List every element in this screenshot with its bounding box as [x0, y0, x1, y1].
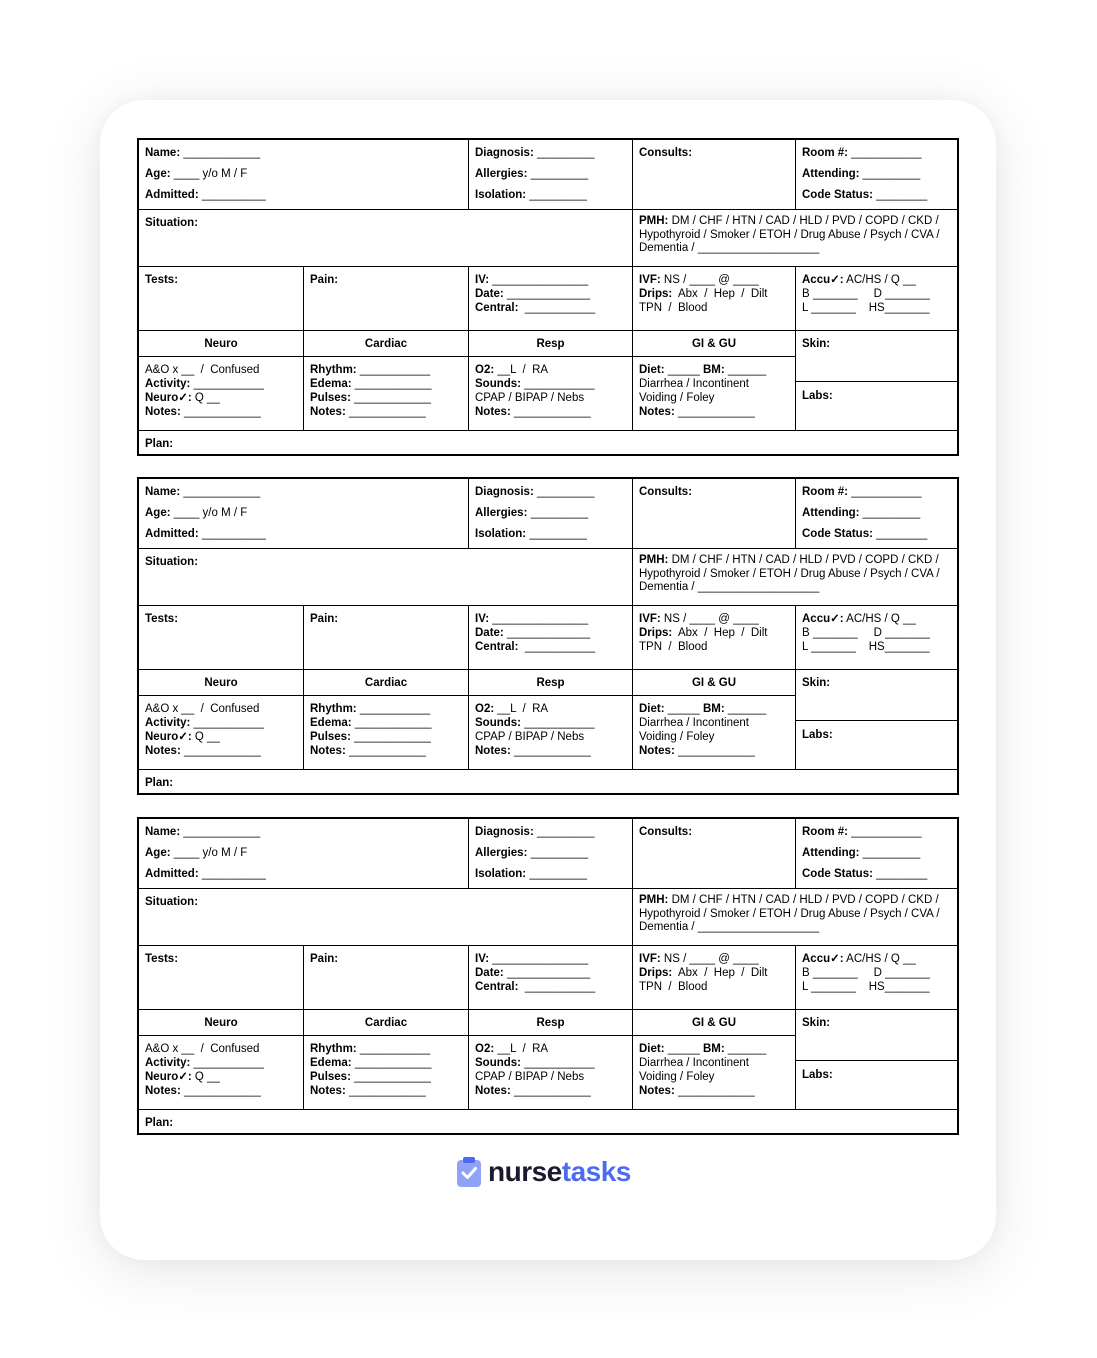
iv-cell [469, 946, 633, 1010]
attending-label: Attending: [802, 168, 860, 180]
labs-cell[interactable] [796, 1061, 959, 1110]
room-blank[interactable]: ___________ [848, 486, 922, 498]
iv-blank[interactable]: _______________ [489, 274, 589, 286]
resp-notes-blank[interactable]: ____________ [510, 406, 591, 418]
pmh-options[interactable]: DM / CHF / HTN / CAD / HLD / PVD / COPD / CKD / Hypothyroid / Smoker / ETOH / Drug Abuse / Psych / CVA / Dementia / ___________________ [639, 554, 940, 593]
admitted-blank[interactable]: __________ [198, 189, 266, 201]
diagnosis-blank[interactable]: _________ [533, 147, 595, 159]
neuro-header: Neuro [139, 1010, 304, 1036]
activity-label: Activity: [145, 378, 191, 390]
tests-label: Tests: [145, 274, 179, 286]
situation-cell[interactable] [139, 889, 633, 946]
central-label: Central: [475, 641, 519, 653]
allergies-blank[interactable]: _________ [527, 507, 589, 519]
o2-label: O2: [475, 703, 495, 715]
pain-label: Pain: [310, 274, 339, 286]
diagnosis-label: Diagnosis: [475, 826, 534, 838]
age-label: Age: [145, 507, 171, 519]
rhythm-blank[interactable]: ___________ [356, 364, 431, 376]
o2-field[interactable]: __L / RA [494, 1043, 549, 1055]
cardiac-header: Cardiac [304, 331, 469, 357]
resp-notes-blank[interactable]: ____________ [510, 745, 591, 757]
gi-notes-label: Notes: [639, 745, 675, 757]
bm-blank[interactable]: ______ [724, 364, 767, 376]
situation-cell[interactable] [139, 549, 633, 606]
neuro-notes-blank[interactable]: ____________ [180, 1085, 261, 1097]
isolation-label: Isolation: [475, 868, 527, 880]
activity-label: Activity: [145, 717, 191, 729]
pulses-label: Pulses: [310, 1071, 351, 1083]
neuro-check-label: Neuro✓: [145, 731, 192, 743]
skin-label: Skin: [802, 1017, 831, 1029]
activity-label: Activity: [145, 1057, 191, 1069]
iv-label: IV: [475, 953, 490, 965]
gi-gu-cell [633, 1036, 796, 1110]
ivf-label: IVF: [639, 613, 661, 625]
pain-label: Pain: [310, 953, 339, 965]
accu-check-field[interactable]: AC/HS / Q __ [843, 953, 916, 965]
edema-blank[interactable]: ____________ [351, 717, 432, 729]
sounds-blank[interactable]: ___________ [521, 717, 595, 729]
activity-blank[interactable]: ___________ [190, 1057, 264, 1069]
pmh-cell [633, 549, 959, 606]
ivf-cell [633, 606, 796, 670]
name-label: Name: [145, 147, 181, 159]
diet-label: Diet: [639, 1043, 665, 1055]
plan-label: Plan: [145, 1117, 174, 1129]
iv-date-blank[interactable]: _____________ [503, 967, 591, 979]
labs-label: Labs: [802, 729, 833, 741]
isolation-blank[interactable]: _________ [526, 868, 587, 880]
cardiac-header: Cardiac [304, 1010, 469, 1036]
diet-label: Diet: [639, 364, 665, 376]
pain-cell[interactable] [304, 606, 469, 670]
skin-cell[interactable] [796, 670, 959, 721]
isolation-blank[interactable]: _________ [526, 189, 587, 201]
voiding-options[interactable]: Voiding / Foley [639, 731, 715, 743]
diet-blank[interactable]: _____ [664, 703, 703, 715]
bm-label: BM: [702, 703, 725, 715]
neuro-check-label: Neuro✓: [145, 1071, 192, 1083]
cardiac-notes-blank[interactable]: ____________ [345, 1085, 426, 1097]
attending-blank[interactable]: _________ [859, 168, 921, 180]
patient-report-sheet [137, 477, 959, 795]
bm-blank[interactable]: ______ [724, 1043, 767, 1055]
drips-label: Drips: [639, 627, 673, 639]
clipboard-check-icon [456, 1156, 482, 1188]
gi-notes-label: Notes: [639, 1085, 675, 1097]
drips-options[interactable]: Abx / Hep / Dilt [672, 967, 768, 979]
brand-name-part2: tasks [561, 1156, 631, 1187]
iv-date-blank[interactable]: _____________ [503, 627, 591, 639]
code-status-label: Code Status: [802, 189, 873, 201]
cardiac-cell [304, 696, 469, 770]
gi-notes-blank[interactable]: ____________ [674, 745, 755, 757]
resp-cell [469, 696, 633, 770]
patient-info-cell [139, 819, 469, 889]
rhythm-label: Rhythm: [310, 1043, 357, 1055]
labs-cell[interactable] [796, 382, 959, 431]
accu-cell [796, 946, 959, 1010]
labs-label: Labs: [802, 390, 833, 402]
pmh-cell [633, 889, 959, 946]
admitted-blank[interactable]: __________ [198, 528, 266, 540]
activity-blank[interactable]: ___________ [190, 717, 264, 729]
allergies-label: Allergies: [475, 168, 528, 180]
pmh-label: PMH: [639, 894, 669, 906]
skin-cell[interactable] [796, 331, 959, 382]
edema-blank[interactable]: ____________ [351, 378, 432, 390]
skin-label: Skin: [802, 338, 831, 350]
situation-label: Situation: [145, 896, 199, 908]
o2-label: O2: [475, 1043, 495, 1055]
pain-label: Pain: [310, 613, 339, 625]
room-label: Room #: [802, 826, 848, 838]
patient-report-sheet [137, 138, 959, 456]
tpn-blood-options[interactable]: TPN / Blood [639, 981, 708, 993]
iv-cell [469, 267, 633, 331]
code-status-blank[interactable]: ________ [872, 189, 928, 201]
bm-label: BM: [702, 1043, 725, 1055]
accu-check-label: Accu✓: [802, 274, 844, 286]
age-field[interactable]: ____ y/o M / F [170, 507, 248, 519]
gi-gu-header: GI & GU [633, 331, 796, 357]
neuro-cell [139, 696, 304, 770]
ivf-label: IVF: [639, 274, 661, 286]
diet-blank[interactable]: _____ [664, 1043, 703, 1055]
gi-gu-cell [633, 357, 796, 431]
bm-label: BM: [702, 364, 725, 376]
edema-label: Edema: [310, 378, 352, 390]
skin-label: Skin: [802, 677, 831, 689]
central-label: Central: [475, 981, 519, 993]
cardiac-notes-label: Notes: [310, 745, 346, 757]
iv-date-label: Date: [475, 967, 504, 979]
accu-lhs-blanks[interactable]: L _______ HS_______ [802, 302, 930, 314]
accu-lhs-blanks[interactable]: L _______ HS_______ [802, 641, 930, 653]
diarrhea-options[interactable]: Diarrhea / Incontinent [639, 1057, 749, 1069]
code-status-label: Code Status: [802, 868, 873, 880]
room-cell [796, 819, 959, 889]
cardiac-notes-blank[interactable]: ____________ [345, 745, 426, 757]
situation-label: Situation: [145, 556, 199, 568]
patient-info-cell [139, 479, 469, 549]
cardiac-notes-blank[interactable]: ____________ [345, 406, 426, 418]
cardiac-cell [304, 1036, 469, 1110]
accu-check-label: Accu✓: [802, 953, 844, 965]
plan-label: Plan: [145, 777, 174, 789]
resp-notes-blank[interactable]: ____________ [510, 1085, 591, 1097]
resp-header: Resp [469, 331, 633, 357]
name-label: Name: [145, 826, 181, 838]
ivf-label: IVF: [639, 953, 661, 965]
cpap-options[interactable]: CPAP / BIPAP / Nebs [475, 731, 585, 743]
accu-cell [796, 606, 959, 670]
pmh-label: PMH: [639, 215, 669, 227]
iv-label: IV: [475, 274, 490, 286]
iv-blank[interactable]: _______________ [489, 613, 589, 625]
diagnosis-label: Diagnosis: [475, 486, 534, 498]
neuro-cell [139, 1036, 304, 1110]
gi-notes-blank[interactable]: ____________ [674, 1085, 755, 1097]
drips-label: Drips: [639, 967, 673, 979]
name-blank[interactable]: ____________ [180, 486, 261, 498]
attending-blank[interactable]: _________ [859, 507, 921, 519]
pulses-blank[interactable]: ____________ [350, 731, 431, 743]
tpn-blood-options[interactable]: TPN / Blood [639, 302, 708, 314]
cpap-options[interactable]: CPAP / BIPAP / Nebs [475, 1071, 585, 1083]
isolation-label: Isolation: [475, 189, 527, 201]
resp-notes-label: Notes: [475, 745, 511, 757]
neuro-notes-blank[interactable]: ____________ [180, 745, 261, 757]
neuro-check-field[interactable]: Q __ [191, 1071, 220, 1083]
edema-label: Edema: [310, 1057, 352, 1069]
allergies-label: Allergies: [475, 507, 528, 519]
neuro-notes-label: Notes: [145, 745, 181, 757]
voiding-options[interactable]: Voiding / Foley [639, 392, 715, 404]
sounds-label: Sounds: [475, 717, 521, 729]
pulses-blank[interactable]: ____________ [350, 392, 431, 404]
iv-date-label: Date: [475, 288, 504, 300]
plan-cell[interactable] [139, 431, 959, 456]
neuro-header: Neuro [139, 670, 304, 696]
accu-check-field[interactable]: AC/HS / Q __ [843, 274, 916, 286]
sounds-blank[interactable]: ___________ [521, 378, 595, 390]
sounds-label: Sounds: [475, 1057, 521, 1069]
cpap-options[interactable]: CPAP / BIPAP / Nebs [475, 392, 585, 404]
central-blank[interactable]: ___________ [518, 981, 596, 993]
sounds-label: Sounds: [475, 378, 521, 390]
pulses-label: Pulses: [310, 392, 351, 404]
consults-cell[interactable] [633, 479, 796, 549]
gi-gu-header: GI & GU [633, 670, 796, 696]
bm-blank[interactable]: ______ [724, 703, 767, 715]
name-blank[interactable]: ____________ [180, 147, 261, 159]
plan-label: Plan: [145, 438, 174, 450]
tests-label: Tests: [145, 613, 179, 625]
sounds-blank[interactable]: ___________ [521, 1057, 595, 1069]
pmh-options[interactable]: DM / CHF / HTN / CAD / HLD / PVD / COPD / CKD / Hypothyroid / Smoker / ETOH / Drug Abuse / Psych / CVA / Dementia / ___________________ [639, 894, 940, 933]
diet-blank[interactable]: _____ [664, 364, 703, 376]
isolation-blank[interactable]: _________ [526, 528, 587, 540]
consults-label: Consults: [639, 486, 693, 498]
pmh-options[interactable]: DM / CHF / HTN / CAD / HLD / PVD / COPD / CKD / Hypothyroid / Smoker / ETOH / Drug Abuse / Psych / CVA / Dementia / ___________________ [639, 215, 940, 254]
rhythm-blank[interactable]: ___________ [356, 1043, 431, 1055]
admitted-label: Admitted: [145, 528, 199, 540]
consults-cell[interactable] [633, 140, 796, 210]
central-blank[interactable]: ___________ [518, 302, 596, 314]
ivf-field[interactable]: NS / ____ @ ____ [660, 274, 759, 286]
drips-label: Drips: [639, 288, 673, 300]
neuro-cell [139, 357, 304, 431]
diagnosis-cell [469, 479, 633, 549]
neuro-check-field[interactable]: Q __ [191, 731, 220, 743]
skin-cell[interactable] [796, 1010, 959, 1061]
central-label: Central: [475, 302, 519, 314]
age-field[interactable]: ____ y/o M / F [170, 847, 248, 859]
pulses-blank[interactable]: ____________ [350, 1071, 431, 1083]
accu-bd-blanks[interactable]: B _______ D _______ [802, 288, 930, 300]
cardiac-notes-label: Notes: [310, 406, 346, 418]
diagnosis-blank[interactable]: _________ [533, 826, 595, 838]
labs-cell[interactable] [796, 721, 959, 770]
resp-cell [469, 1036, 633, 1110]
room-blank[interactable]: ___________ [848, 147, 922, 159]
pain-cell[interactable] [304, 946, 469, 1010]
ao-options[interactable]: A&O x __ / Confused [145, 1043, 260, 1055]
name-label: Name: [145, 486, 181, 498]
consults-label: Consults: [639, 147, 693, 159]
neuro-notes-label: Notes: [145, 406, 181, 418]
drips-options[interactable]: Abx / Hep / Dilt [672, 627, 768, 639]
diagnosis-cell [469, 140, 633, 210]
diet-label: Diet: [639, 703, 665, 715]
diarrhea-options[interactable]: Diarrhea / Incontinent [639, 717, 749, 729]
situation-cell[interactable] [139, 210, 633, 267]
accu-check-field[interactable]: AC/HS / Q __ [843, 613, 916, 625]
admitted-blank[interactable]: __________ [198, 868, 266, 880]
age-label: Age: [145, 847, 171, 859]
cardiac-notes-label: Notes: [310, 1085, 346, 1097]
accu-bd-blanks[interactable]: B _______ D _______ [802, 967, 930, 979]
pmh-cell [633, 210, 959, 267]
brand-logo [456, 1154, 631, 1190]
iv-label: IV: [475, 613, 490, 625]
tests-label: Tests: [145, 953, 179, 965]
plan-cell[interactable] [139, 1110, 959, 1135]
allergies-label: Allergies: [475, 847, 528, 859]
ivf-field[interactable]: NS / ____ @ ____ [660, 953, 759, 965]
ivf-field[interactable]: NS / ____ @ ____ [660, 613, 759, 625]
accu-check-label: Accu✓: [802, 613, 844, 625]
tests-cell[interactable] [139, 946, 304, 1010]
consults-label: Consults: [639, 826, 693, 838]
ao-options[interactable]: A&O x __ / Confused [145, 364, 260, 376]
patient-info-cell [139, 140, 469, 210]
rhythm-label: Rhythm: [310, 703, 357, 715]
diarrhea-options[interactable]: Diarrhea / Incontinent [639, 378, 749, 390]
rhythm-blank[interactable]: ___________ [356, 703, 431, 715]
drips-options[interactable]: Abx / Hep / Dilt [672, 288, 768, 300]
accu-bd-blanks[interactable]: B _______ D _______ [802, 627, 930, 639]
code-status-label: Code Status: [802, 528, 873, 540]
labs-label: Labs: [802, 1069, 833, 1081]
edema-label: Edema: [310, 717, 352, 729]
attending-label: Attending: [802, 507, 860, 519]
ao-options[interactable]: A&O x __ / Confused [145, 703, 260, 715]
room-cell [796, 140, 959, 210]
admitted-label: Admitted: [145, 189, 199, 201]
neuro-check-label: Neuro✓: [145, 392, 192, 404]
room-blank[interactable]: ___________ [848, 826, 922, 838]
gi-notes-blank[interactable]: ____________ [674, 406, 755, 418]
resp-notes-label: Notes: [475, 1085, 511, 1097]
plan-cell[interactable] [139, 770, 959, 795]
attending-label: Attending: [802, 847, 860, 859]
iv-cell [469, 606, 633, 670]
pmh-label: PMH: [639, 554, 669, 566]
accu-cell [796, 267, 959, 331]
name-blank[interactable]: ____________ [180, 826, 261, 838]
situation-label: Situation: [145, 217, 199, 229]
pulses-label: Pulses: [310, 731, 351, 743]
rhythm-label: Rhythm: [310, 364, 357, 376]
tests-cell[interactable] [139, 267, 304, 331]
iv-blank[interactable]: _______________ [489, 953, 589, 965]
resp-header: Resp [469, 670, 633, 696]
diagnosis-cell [469, 819, 633, 889]
age-field[interactable]: ____ y/o M / F [170, 168, 248, 180]
o2-field[interactable]: __L / RA [494, 364, 549, 376]
patient-report-sheet [137, 817, 959, 1135]
ivf-cell [633, 267, 796, 331]
iv-date-label: Date: [475, 627, 504, 639]
iv-date-blank[interactable]: _____________ [503, 288, 591, 300]
allergies-blank[interactable]: _________ [527, 168, 589, 180]
room-cell [796, 479, 959, 549]
central-blank[interactable]: ___________ [518, 641, 596, 653]
resp-cell [469, 357, 633, 431]
gi-notes-label: Notes: [639, 406, 675, 418]
neuro-notes-blank[interactable]: ____________ [180, 406, 261, 418]
neuro-check-field[interactable]: Q __ [191, 392, 220, 404]
tpn-blood-options[interactable]: TPN / Blood [639, 641, 708, 653]
pain-cell[interactable] [304, 267, 469, 331]
isolation-label: Isolation: [475, 528, 527, 540]
gi-gu-header: GI & GU [633, 1010, 796, 1036]
age-label: Age: [145, 168, 171, 180]
code-status-blank[interactable]: ________ [872, 528, 928, 540]
neuro-notes-label: Notes: [145, 1085, 181, 1097]
gi-gu-cell [633, 696, 796, 770]
accu-lhs-blanks[interactable]: L _______ HS_______ [802, 981, 930, 993]
allergies-blank[interactable]: _________ [527, 847, 589, 859]
resp-notes-label: Notes: [475, 406, 511, 418]
room-label: Room #: [802, 147, 848, 159]
o2-label: O2: [475, 364, 495, 376]
attending-blank[interactable]: _________ [859, 847, 921, 859]
ivf-cell [633, 946, 796, 1010]
voiding-options[interactable]: Voiding / Foley [639, 1071, 715, 1083]
cardiac-header: Cardiac [304, 670, 469, 696]
edema-blank[interactable]: ____________ [351, 1057, 432, 1069]
brand-name-part1: nurse [488, 1156, 562, 1187]
neuro-header: Neuro [139, 331, 304, 357]
code-status-blank[interactable]: ________ [872, 868, 928, 880]
tests-cell[interactable] [139, 606, 304, 670]
admitted-label: Admitted: [145, 868, 199, 880]
resp-header: Resp [469, 1010, 633, 1036]
activity-blank[interactable]: ___________ [190, 378, 264, 390]
diagnosis-blank[interactable]: _________ [533, 486, 595, 498]
room-label: Room #: [802, 486, 848, 498]
o2-field[interactable]: __L / RA [494, 703, 549, 715]
consults-cell[interactable] [633, 819, 796, 889]
diagnosis-label: Diagnosis: [475, 147, 534, 159]
cardiac-cell [304, 357, 469, 431]
